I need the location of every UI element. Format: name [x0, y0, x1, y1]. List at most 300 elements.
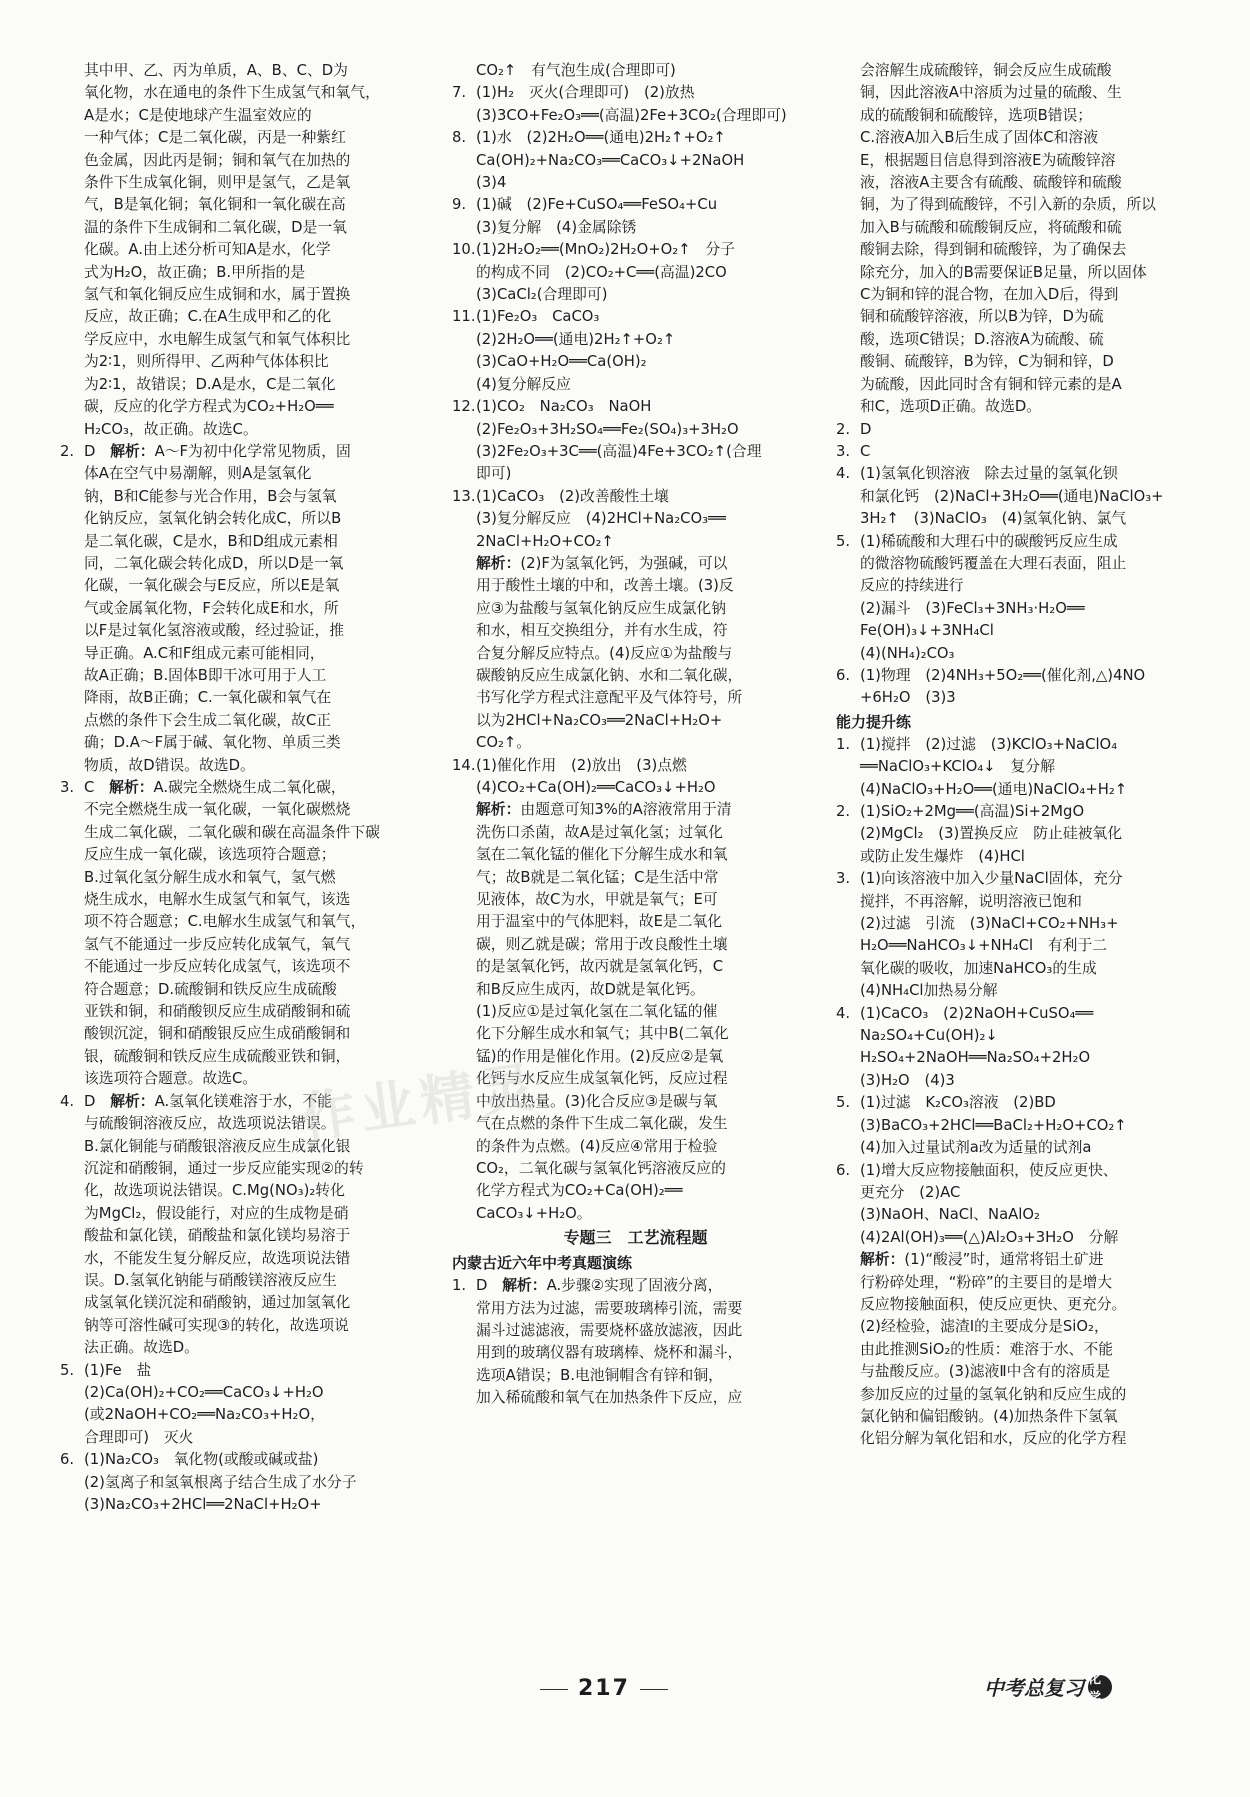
answer-line: [452, 934, 819, 956]
answer-text: 用于酸性土壤的中和，改善土壤。(3)反: [476, 577, 734, 595]
analysis-label: 解析：: [110, 1092, 155, 1110]
answer-line: [836, 1115, 1190, 1137]
right-answers-bottom: [836, 734, 1190, 1451]
answer-line: [60, 665, 435, 687]
answer-line: [452, 306, 819, 328]
question-number: 13.: [452, 487, 476, 505]
question-number: 6.: [60, 1451, 75, 1469]
answer-line: [452, 329, 819, 351]
answer-line: [452, 239, 819, 261]
answer-text: 温的条件下生成铜和二氧化碳，D是一氧: [84, 218, 347, 236]
answer-text: (3)4: [476, 174, 507, 192]
answer-text: 除充分，加入的B需要保证B足量，所以固体: [860, 263, 1147, 281]
answer-line: [452, 396, 819, 418]
answer-text: 酸铜去除，得到铜和硫酸锌，为了确保去: [860, 241, 1127, 259]
answer-text: (1)碱 (2)Fe+CuSO₄══FeSO₄+Cu: [476, 196, 718, 214]
answer-line: [452, 1203, 819, 1225]
answer-text: 氢气不能通过一步反应转化成氧气，氧气: [84, 935, 351, 953]
analysis-text: A～F为初中化学常见物质，固: [154, 442, 351, 460]
answer-text: (1)搅拌 (2)过滤 (3)KClO₃+NaClO₄: [860, 735, 1118, 753]
analysis-label: 解析：: [109, 779, 154, 796]
answer-line: [452, 620, 819, 642]
answer-text: 成的硫酸铜和硫酸锌，选项B错误；: [860, 106, 1093, 124]
answer-line: [452, 598, 819, 620]
answer-text: (1)反应①是过氧化氢在二氧化锰的催: [476, 1003, 718, 1021]
question-number: 4.: [836, 1004, 851, 1022]
answer-line: [836, 1428, 1190, 1450]
answer-line: [60, 1292, 435, 1314]
answer-line: [60, 1180, 435, 1202]
answer-text: 的是氢氧化钙，故丙就是氢氧化钙，C: [476, 958, 724, 976]
answer-line: [452, 1023, 819, 1045]
answer-line: [60, 1472, 435, 1494]
subsection-title-inner-mongolia: 内蒙古近六年中考真题演练: [452, 1254, 633, 1273]
answer-line: [60, 172, 435, 194]
subsection-title-ability: 能力提升练: [836, 712, 912, 731]
answer-line: [60, 755, 435, 777]
answer-text: E，根据题目信息得到溶液E为硫酸锌溶: [860, 151, 1116, 169]
answer-text: 常用方法为过滤，需要玻璃棒引流，需要: [476, 1299, 743, 1317]
answer-text: 生成二氧化碳，二氧化碳和碳在高温条件下碳: [84, 823, 380, 841]
answer-line: [60, 262, 435, 284]
answer-line: [60, 1023, 435, 1045]
answer-text: C: [860, 442, 871, 460]
analysis-label: 解析：: [476, 801, 521, 819]
answer-text: (3)复分解反应 (4)2HCl+Na₂CO₃══: [476, 510, 726, 528]
answer-text: (1)氢氧化钡溶液 除去过量的氢氧化钡: [860, 465, 1118, 483]
answer-line: [836, 463, 1190, 485]
subject-badge: 化学: [1088, 1675, 1112, 1699]
answer-text: D: [476, 1277, 503, 1295]
answer-text: (1)过滤 K₂CO₃溶液 (2)BD: [860, 1094, 1056, 1112]
answer-text: 为硫酸，因此同时含有铜和锌元素的是A: [860, 375, 1122, 393]
answer-line: [836, 150, 1190, 172]
answer-line: [60, 508, 435, 530]
answer-line: [60, 844, 435, 866]
answer-text: (3)3CO+Fe₂O₃══(高温)2Fe+3CO₂(合理即可): [476, 106, 787, 124]
answer-line: [836, 396, 1190, 418]
answer-text: 由此推测SiO₂的性质：难溶于水、不能: [860, 1340, 1114, 1358]
answer-line: [836, 127, 1190, 149]
answer-text: H₂SO₄+2NaOH══Na₂SO₄+2H₂O: [860, 1049, 1091, 1067]
answer-text: 其中甲、乙、丙为单质，A、B、C、D为: [84, 62, 348, 79]
answer-line: [452, 643, 819, 665]
answer-line: [452, 217, 819, 239]
answer-text: D: [860, 420, 872, 438]
answer-line: [836, 1227, 1190, 1249]
answer-line: [60, 82, 435, 104]
answer-line: [836, 60, 1190, 82]
answer-line: [452, 844, 819, 866]
answer-line: [836, 105, 1190, 127]
answer-line: [452, 374, 819, 396]
answer-line: [452, 463, 819, 485]
column-left: [60, 60, 435, 1516]
answer-text: 碳，反应的化学方程式为CO₂+H₂O══: [84, 398, 334, 416]
question-number: 11.: [452, 308, 476, 326]
answer-line: [60, 239, 435, 261]
answer-text: 会溶解生成硫酸锌，铜会反应生成硫酸: [860, 62, 1112, 79]
answer-text: (1)增大反应物接触面积，使反应更快、: [860, 1161, 1118, 1179]
answer-line: [836, 958, 1190, 980]
answer-line: [60, 1248, 435, 1270]
answer-line: [836, 891, 1190, 913]
answer-line: [60, 643, 435, 665]
analysis-text: A.步骤②实现了固液分离，: [546, 1277, 723, 1295]
answer-line: [60, 553, 435, 575]
answer-text: (3)CaCl₂(合理即可): [476, 286, 608, 304]
answer-line: [836, 239, 1190, 261]
answer-text: 和氯化钙 (2)NaCl+3H₂O══(通电)NaClO₃+: [860, 487, 1164, 505]
answer-line: [60, 396, 435, 418]
answer-line: [836, 868, 1190, 890]
brand-logo: [984, 1671, 1112, 1706]
question-number: 2.: [60, 442, 75, 460]
answer-text: 钠，B和C能参与光合作用，B会与氢氧: [84, 487, 337, 505]
answer-text: 氯化钠和偏铝酸钠。(4)加热条件下氢氧: [860, 1407, 1118, 1425]
answer-text: 的微溶物硫酸钙覆盖在大理石表面，阻止: [860, 554, 1127, 572]
answer-line: [836, 1384, 1190, 1406]
answer-line: [836, 1092, 1190, 1114]
answer-line: [836, 351, 1190, 373]
answer-text: 气；故B就是二氧化锰；C是生活中常: [476, 868, 719, 886]
answer-text: +6H₂O (3)3: [860, 689, 956, 707]
answer-line: [452, 979, 819, 1001]
answer-text: 同，二氧化碳会转化成D，所以D是一氧: [84, 554, 344, 572]
question-number: 9.: [452, 196, 467, 214]
answer-line: [452, 82, 819, 104]
answer-text: 水，不能发生复分解反应，故选项说法错: [84, 1249, 351, 1267]
answer-text: (2)MgCl₂ (3)置换反应 防止硅被氧化: [860, 825, 1123, 843]
answer-text: 氧化物，水在通电的条件下生成氢气和氧气，: [84, 84, 380, 102]
answer-line: [836, 531, 1190, 553]
answer-text: (2)过滤 引流 (3)NaCl+CO₂+NH₃+: [860, 915, 1119, 933]
analysis-text: (2)F为氢氧化钙，为强碱，可以: [520, 554, 728, 572]
answer-text: 选项A错误；B.电池铜帽含有锌和铜，: [476, 1366, 723, 1384]
answer-line: [60, 710, 435, 732]
answer-text: 漏斗过滤滤液，需要烧杯盛放滤液，因此: [476, 1321, 743, 1339]
answer-text: (2)漏斗 (3)FeCl₃+3NH₃·H₂O══: [860, 599, 1085, 617]
answer-text: 加入B与硫酸和硫酸铜反应，将硫酸和硫: [860, 218, 1122, 236]
answer-line: [836, 598, 1190, 620]
answer-text: (2)2H₂O══(通电)2H₂↑+O₂↑: [476, 330, 676, 348]
question-number: 12.: [452, 398, 476, 416]
answer-line: [60, 1203, 435, 1225]
answer-line: [60, 306, 435, 328]
answer-line: [60, 1315, 435, 1337]
answer-line: [60, 620, 435, 642]
answer-text: 用到的玻璃仪器有玻璃棒、烧杯和漏斗，: [476, 1344, 743, 1362]
answer-line: [60, 1225, 435, 1247]
answer-text: 确；D.A～F属于碱、氧化物、单质三类: [84, 734, 341, 752]
answer-text: 烧生成水，电解水生成氢气和氧气，该选: [84, 891, 351, 909]
question-number: 4.: [60, 1092, 75, 1110]
answer-line: [836, 1406, 1190, 1428]
answer-line: [60, 1158, 435, 1180]
brand-name: 中考总复习: [984, 1676, 1084, 1700]
question-number: 2.: [836, 803, 851, 820]
answer-text: B.氯化铜能与硝酸银溶液反应生成氯化银: [84, 1137, 351, 1155]
answer-line: [836, 1070, 1190, 1092]
answer-text: (4)2Al(OH)₃══(△)Al₂O₃+3H₂O 分解: [860, 1228, 1119, 1246]
analysis-label: 解析：: [476, 554, 521, 572]
answer-line: [836, 1003, 1190, 1025]
answer-line: [836, 1047, 1190, 1069]
answer-text: 或防止发生爆炸 (4)HCl: [860, 847, 1025, 865]
answer-text: 参加反应的过量的氢氧化钠和反应生成的: [860, 1385, 1127, 1403]
answer-line: [836, 553, 1190, 575]
answer-text: 酸铜、硫酸锌，B为锌，C为铜和锌，D: [860, 353, 1114, 371]
answer-line: [452, 486, 819, 508]
answer-line: [452, 1387, 819, 1409]
answer-text: (1)Fe 盐: [84, 1361, 152, 1379]
question-number: 6.: [836, 666, 851, 684]
answer-text: 液，溶液A主要含有硫酸、硫酸锌和硫酸: [860, 174, 1122, 192]
answer-line: [836, 82, 1190, 104]
answer-line: [452, 956, 819, 978]
answer-text: 银，硫酸铜和铁反应生成硫酸亚铁和铜，: [84, 1047, 351, 1065]
answer-text: 沉淀和硝酸铜，通过一步反应能实现②的转: [84, 1159, 364, 1177]
answer-text: 氢在二氧化锰的催化下分解生成水和氧: [476, 846, 728, 864]
question-number: 3.: [836, 870, 851, 888]
answer-line: [60, 127, 435, 149]
answer-line: [60, 441, 435, 463]
answer-text: 以F是过氧化氢溶液或酸，经过验证，推: [84, 622, 345, 640]
answer-text: 气，B是氧化铜；氧化铜和一氧化碳在高: [84, 196, 346, 214]
answer-line: [60, 463, 435, 485]
answer-line: [452, 911, 819, 933]
question-number: 3.: [60, 779, 75, 796]
answer-line: [60, 1382, 435, 1404]
answer-line: [60, 1404, 435, 1426]
analysis-label: 解析：: [502, 1277, 547, 1295]
answer-text: B.过氧化氢分解生成水和氧气，氢气燃: [84, 868, 336, 886]
answer-line: [452, 1365, 819, 1387]
answer-line: [60, 956, 435, 978]
answer-line: [452, 665, 819, 687]
analysis-text: (1)“酸浸”时，通常将铝土矿进: [904, 1251, 1104, 1269]
answer-line: [452, 799, 819, 821]
answer-line: [836, 575, 1190, 597]
answer-line: [60, 979, 435, 1001]
answer-text: 化铝分解为氧化铝和水，反应的化学方程: [860, 1430, 1127, 1448]
answer-line: [452, 60, 819, 82]
answer-line: [836, 1272, 1190, 1294]
answer-text: (2)Ca(OH)₂+CO₂══CaCO₃↓+H₂O: [84, 1383, 324, 1401]
analysis-label: 解析：: [110, 442, 155, 460]
answer-line: [60, 1270, 435, 1292]
answer-line: [836, 1137, 1190, 1159]
answer-text: 书写化学方程式注意配平及气体符号，所: [476, 689, 743, 707]
answer-text: 降雨，故B正确；C.一氧化碳和氧气在: [84, 689, 332, 707]
answer-text: (3)2Fe₂O₃+3C══(高温)4Fe+3CO₂↑(合理: [476, 442, 762, 460]
answer-text: (4)NH₄Cl加热易分解: [860, 982, 998, 1000]
answer-line: [60, 934, 435, 956]
answer-line: [836, 1249, 1190, 1271]
answer-line: [836, 935, 1190, 957]
answer-line: [60, 1337, 435, 1359]
answer-line: [836, 194, 1190, 216]
answer-text: (1)CaCO₃ (2)改善酸性土壤: [476, 487, 669, 505]
answer-text: 化钙与水反应生成氢氧化钙，反应过程: [476, 1070, 728, 1088]
answer-line: [836, 441, 1190, 463]
answer-text: 亚铁和铜，和硝酸钡反应生成硝酸铜和硫: [84, 1003, 351, 1021]
answer-text: (或2NaOH+CO₂══Na₂CO₃+H₂O，: [84, 1406, 325, 1424]
answer-text: 式为H₂O，故正确；B.甲所指的是: [84, 263, 306, 281]
answer-line: [452, 419, 819, 441]
answer-text: 酸盐和氯化镁，硝酸盐和氯化镁均易溶于: [84, 1227, 351, 1245]
answer-text: 该选项符合题意。故选C。: [84, 1070, 258, 1088]
answer-line: [836, 217, 1190, 239]
answer-line: [60, 777, 435, 799]
answer-line: [60, 419, 435, 441]
answer-text: 锰)的作用是催化作用。(2)反应②是氧: [476, 1047, 724, 1065]
right-answers-top: [836, 60, 1190, 710]
answer-text: 学反应中，水电解生成氢气和氧气体积比: [84, 330, 351, 348]
answer-text: 化钠反应，氢氧化钠会转化成C，所以B: [84, 510, 342, 528]
answer-line: [452, 1001, 819, 1023]
answer-line: [836, 734, 1190, 756]
answer-text: (4)复分解反应: [476, 375, 571, 393]
answer-text: (3)BaCO₃+2HCl══BaCl₂+H₂O+CO₂↑: [860, 1116, 1127, 1134]
answer-text: 成氢氧化镁沉淀和硝酸钠，通过加氢氧化: [84, 1294, 351, 1312]
answer-text: 碳，则乙就是碳；常用于改良酸性土壤: [476, 935, 728, 953]
answer-text: D: [84, 1092, 111, 1110]
answer-line: [60, 911, 435, 933]
answer-text: 化学方程式为CO₂+Ca(OH)₂══: [476, 1182, 683, 1200]
answer-line: [452, 1320, 819, 1342]
answer-line: [60, 217, 435, 239]
answer-text: 化，故选项说法错误。C.Mg(NO₃)₂转化: [84, 1182, 345, 1200]
answer-text: 不能通过一步反应转化成氢气，该选项不: [84, 958, 351, 976]
answer-text: D: [84, 442, 111, 460]
answer-text: 符合题意；D.硫酸铜和铁反应生成硫酸: [84, 980, 337, 998]
answer-line: [836, 1025, 1190, 1047]
answer-text: (3)Na₂CO₃+2HCl══2NaCl+H₂O+: [84, 1496, 322, 1513]
answer-text: (1)CO₂ Na₂CO₃ NaOH: [476, 398, 652, 416]
answer-text: A是水；C是使地球产生温室效应的: [84, 106, 312, 124]
answer-line: [836, 643, 1190, 665]
answer-text: 搅拌，不再溶解，说明溶液已饱和: [860, 892, 1082, 910]
answer-text: 为2∶1，则所得甲、乙两种气体体积比: [84, 353, 329, 371]
question-number: 1.: [836, 735, 851, 753]
answer-text: 反应的持续进行: [860, 577, 964, 595]
answer-line: [836, 1361, 1190, 1383]
question-number: 6.: [836, 1161, 851, 1179]
answer-line: [60, 329, 435, 351]
answer-line: [836, 486, 1190, 508]
answer-text: 钠等可溶性碱可实现③的转化，故选项说: [84, 1316, 349, 1334]
answer-text: 氢气和氧化铜反应生成铜和水，属于置换: [84, 286, 351, 304]
answer-line: [452, 822, 819, 844]
answer-line: [452, 867, 819, 889]
answer-line: [836, 1204, 1190, 1226]
answer-text: 误。D.氢氧化钠能与硝酸镁溶液反应生: [84, 1271, 337, 1289]
answer-line: [836, 756, 1190, 778]
answer-text: 是二氧化碳，C是水，B和D组成元素相: [84, 532, 338, 550]
answer-line: [452, 755, 819, 777]
answer-text: (3)CaO+H₂O══Ca(OH)₂: [476, 353, 647, 371]
answer-text: 导正确。A.C和F组成元素可能相同，: [84, 644, 325, 662]
answer-text: CO₂，二氧化碳与氢氧化钙溶液反应的: [476, 1159, 726, 1177]
answer-text: 项不符合题意；C.电解水生成氢气和氧气，: [84, 913, 366, 931]
answer-text: 以为2HCl+Na₂CO₃══2NaCl+H₂O+: [476, 711, 723, 729]
answer-line: [452, 508, 819, 530]
answer-text: 2NaCl+H₂O+CO₂↑: [476, 532, 614, 550]
answer-text: 和水，相互交换组分，并有水生成，符: [476, 622, 728, 640]
answer-line: [452, 105, 819, 127]
answer-text: 合复分解反应特点。(4)反应①为盐酸与: [476, 644, 733, 662]
answer-text: 的构成不同 (2)CO₂+C══(高温)2CO: [476, 263, 727, 281]
answer-text: Na₂SO₄+Cu(OH)₂↓: [860, 1027, 998, 1045]
answer-text: 3H₂↑ (3)NaClO₃ (4)氢氧化钠、氯气: [860, 510, 1127, 528]
answer-text: CO₂↑。: [476, 734, 532, 752]
answer-text: 更充分 (2)AC: [860, 1183, 961, 1201]
answer-text: 铜和硫酸锌溶液，所以B为锌，D为硫: [860, 308, 1104, 326]
answer-text: (1)向该溶液中加入少量NaCl固体，充分: [860, 870, 1123, 888]
answer-line: [452, 575, 819, 597]
column-middle: [452, 60, 819, 1410]
answer-line: [836, 306, 1190, 328]
answer-line: [836, 1294, 1190, 1316]
answer-line: [60, 374, 435, 396]
question-number: 3.: [836, 442, 851, 460]
answer-text: (1)水 (2)2H₂O══(通电)2H₂↑+O₂↑: [476, 129, 726, 147]
answer-text: 用于温室中的气体肥料，故E是二氧化: [476, 913, 723, 931]
middle-answers-bottom: [452, 1275, 819, 1409]
answer-text: CO₂↑ 有气泡生成(合理即可): [476, 62, 676, 79]
answer-text: Ca(OH)₂+Na₂CO₃══CaCO₃↓+2NaOH: [476, 151, 745, 169]
answer-text: 与硫酸铜溶液反应，故选项说法错误。: [84, 1115, 336, 1133]
answer-text: 碳酸钠反应生成氯化钠、水和二氧化碳，: [476, 666, 743, 684]
question-number: 4.: [836, 465, 851, 483]
answer-line: [836, 687, 1190, 709]
answer-text: (1)CaCO₃ (2)2NaOH+CuSO₄══: [860, 1004, 1094, 1022]
answer-line: [60, 284, 435, 306]
answer-text: 色金属，因此丙是铜；铜和氧气在加热的: [84, 151, 351, 169]
answer-text: 法正确。故选D。: [84, 1339, 199, 1357]
answer-line: [452, 351, 819, 373]
question-number: 7.: [452, 84, 467, 102]
analysis-text: A.氢氧化镁难溶于水，不能: [154, 1092, 332, 1110]
answer-text: 反应物接触面积，使反应更快、更充分。: [860, 1295, 1127, 1313]
answer-line: [452, 1342, 819, 1364]
answer-line: [452, 1298, 819, 1320]
question-number: 1.: [452, 1277, 467, 1295]
answer-text: 化碳。A.由上述分析可知A是水，化学: [84, 241, 331, 259]
analysis-label: 解析：: [860, 1251, 905, 1269]
answer-text: (1)Fe₂O₃ CaCO₃: [476, 308, 600, 326]
answer-line: [836, 779, 1190, 801]
answer-line: [836, 1160, 1190, 1182]
answer-text: 铜，为了得到硫酸锌，不引入新的杂质，所以: [860, 196, 1156, 214]
answer-line: [836, 913, 1190, 935]
answer-line: [836, 665, 1190, 687]
answer-text: (3)复分解 (4)金属除锈: [476, 218, 637, 236]
answer-text: (2)经检验，滤渣Ⅰ的主要成分是SiO₂，: [860, 1318, 1109, 1336]
answer-line: [452, 687, 819, 709]
answer-line: [60, 531, 435, 553]
answer-text: 反应，故正确；C.在A生成甲和乙的化: [84, 308, 332, 326]
answer-text: 和B反应生成丙，故D就是氧化钙。: [476, 980, 705, 998]
answer-text: 酸，选项C错误；D.溶液A为硫酸、硫: [860, 330, 1104, 348]
answer-text: 物质，故D错误。故选D。: [84, 756, 255, 774]
answer-text: 合理即可) 灭火: [84, 1428, 194, 1446]
answer-line: [452, 1180, 819, 1202]
answer-text: 中放出热量。(3)化合反应③是碳与氧: [476, 1092, 718, 1110]
answer-text: (1)催化作用 (2)放出 (3)点燃: [476, 756, 687, 774]
answer-text: ══NaClO₃+KClO₄↓ 复分解: [860, 758, 1055, 776]
